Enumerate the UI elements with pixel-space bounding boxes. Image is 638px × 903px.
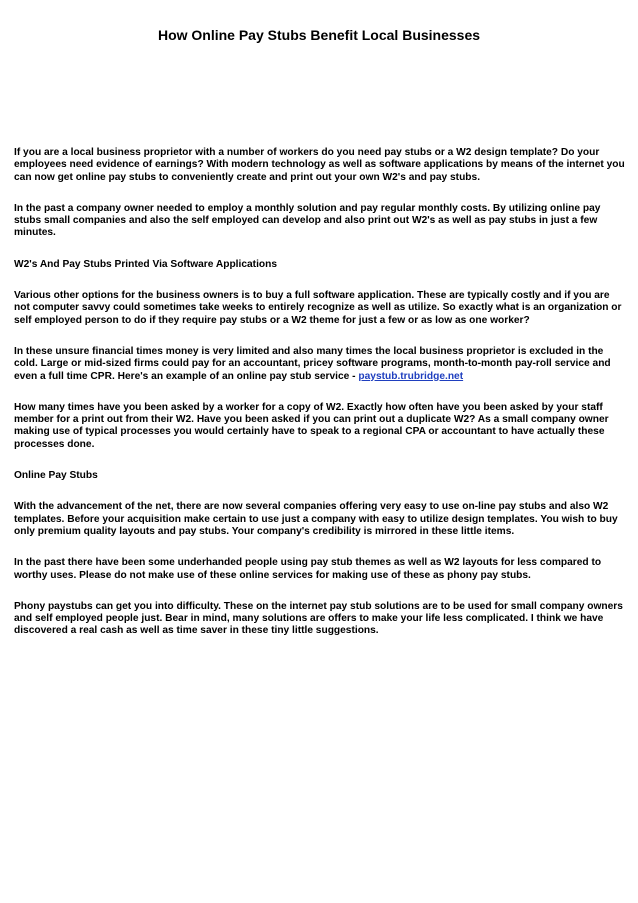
- document-title: How Online Pay Stubs Benefit Local Businesses: [157, 27, 481, 43]
- paragraph-financial-times: [14, 346, 626, 383]
- document-body: [14, 147, 626, 657]
- paystub-service-link[interactable]: paystub.trubridge.net: [358, 370, 464, 382]
- paragraph-intro: If you are a local business proprietor with a number of workers do you need pay stubs or a W2 design template? Do your employees need evidence of earnings? With modern technology as well as software applications by means of the internet you can now get online pay stubs to conveniently create and print out your own W2's and pay stubs.: [14, 147, 625, 183]
- paragraph-advancement: With the advancement of the net, there are now several companies offering very easy to use on-line pay stubs and also W2 templates. Before your acquisition make certain to use just a company with easy to utilize design templates. You wish to buy only premium quality layouts and pay stubs. Your company's credibility is mirrored in these little items.: [14, 501, 618, 537]
- paragraph-underhanded: In the past there have been some underhanded people using pay stub themes as well as W2 layouts for less compared to worthy uses. Please do not make use of these online services for making use of these as phony pay stubs.: [14, 557, 602, 581]
- paragraph-past-company: In the past a company owner needed to employ a monthly solution and pay regular monthly costs. By utilizing online pay stubs small companies and also the self employed can develop and also print out W2's as well as pay stubs in just a few minutes.: [14, 202, 601, 239]
- paragraph-w2-requests: How many times have you been asked by a worker for a copy of W2. Exactly how often have you been asked by your staff member for a print out from their W2. Have you been asked if you can print out a duplicate W2? As a small company owner making use of typical processes you would certainly have to speak to a regional CPA or accountant to have actually these processes done.: [14, 401, 609, 450]
- paragraph-software-options: Various other options for the business owners is to buy a full software application. These are typically costly and if you are not computer savvy could sometimes take weeks to entirely recognize as well as utilize. So exactly what is an organization or self employed person to do if they require pay stubs or a W2 theme for just a few or as low as one worker?: [14, 290, 622, 326]
- section-heading-online-pay-stubs: Online Pay Stubs: [14, 470, 98, 482]
- section-heading-software: W2's And Pay Stubs Printed Via Software Applications: [14, 258, 278, 270]
- paragraph-phony-paystubs: Phony paystubs can get you into difficulty. These on the internet pay stub solutions are to be used for small company owners and self employed people just. Bear in mind, many solutions are offers to make your life less complicated. I think we have discovered a real cash as well as time saver in these tiny little suggestions.: [14, 600, 623, 637]
- paragraph-financial-times-text: In these unsure financial times money is very limited and also many times the local business proprietor is excluded in the cold. Large or mid-sized firms could pay for an accountant, pricey software programs, month-to-month pay-roll service and even a full time CPR. Here's an example of an online pay stub service -: [14, 345, 611, 382]
